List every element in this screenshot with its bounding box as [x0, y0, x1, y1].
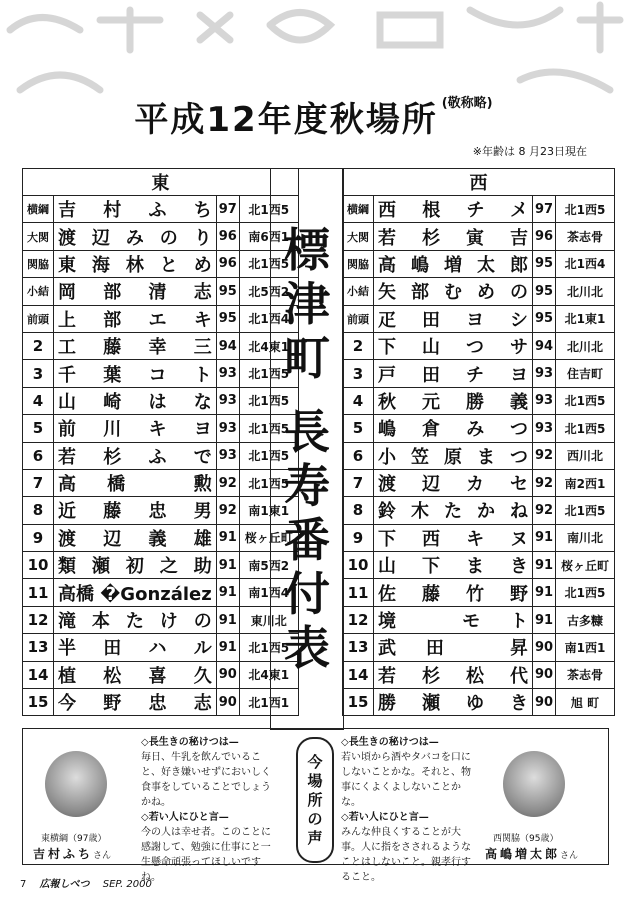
center-title-char: 番: [284, 513, 330, 567]
west-rank-row: [343, 579, 615, 606]
voice-label-char: 場: [307, 771, 323, 790]
east-age-cell: 94: [216, 332, 239, 359]
center-title-char: 町: [284, 331, 330, 385]
page-number: 7: [20, 879, 27, 890]
west-address-cell: 茶志骨: [556, 223, 615, 250]
west-address-cell: 北1西5: [556, 415, 615, 442]
east-rank-cell: 小結: [23, 278, 54, 305]
west-name-cell: 鈴木たかね: [374, 497, 533, 524]
west-rank-row: [343, 360, 615, 387]
west-rank-row: [343, 661, 615, 688]
east-age-cell: 93: [216, 415, 239, 442]
west-rank-row: [343, 497, 615, 524]
east-rank-row: [23, 442, 299, 469]
west-name-cell: 嶋倉みつ: [374, 415, 533, 442]
west-rank-cell: 3: [343, 360, 374, 387]
east-rank-cell: 9: [23, 524, 54, 551]
center-title-char: 表: [284, 621, 330, 675]
east-rank-cell: 5: [23, 415, 54, 442]
west-address-cell: 北川北: [556, 332, 615, 359]
east-rank-cell: 3: [23, 360, 54, 387]
west-address-cell: 桜ヶ丘町: [556, 552, 615, 579]
west-age-cell: 93: [533, 415, 556, 442]
east-age-cell: 92: [216, 497, 239, 524]
west-address-cell: 古多糠: [556, 606, 615, 633]
east-rank-row: [23, 332, 299, 359]
voice-label-char: 声: [307, 828, 323, 847]
east-rank-row: [23, 661, 299, 688]
east-rank-row: [23, 360, 299, 387]
east-rank-cell: 2: [23, 332, 54, 359]
east-age-cell: 91: [216, 579, 239, 606]
left-person-name: [33, 845, 111, 862]
east-rank-cell: 前頭: [23, 305, 54, 332]
west-ranking-table: [342, 168, 615, 716]
right-quote-text-2: みんな仲良くすることが大事。人に指をさされるようなことはしないこと。親孝行すること。: [341, 827, 471, 883]
west-address-cell: 住吉町: [556, 360, 615, 387]
west-name-cell: 秋元勝義: [374, 387, 533, 414]
east-address-cell: 北1西4: [239, 305, 298, 332]
east-rank-cell: 関脇: [23, 250, 54, 277]
west-name-cell: 山下まき: [374, 552, 533, 579]
east-rank-row: [23, 689, 299, 716]
left-quote-heading-1: ◇長生きの秘けつは—: [141, 737, 239, 748]
page-footer: [20, 875, 152, 890]
center-title-banzuke: [284, 405, 330, 675]
east-address-cell: 北1西5: [239, 196, 298, 223]
west-rank-row: [343, 332, 615, 359]
east-rank-cell: 11: [23, 579, 54, 606]
west-address-cell: 南2西1: [556, 469, 615, 496]
center-title-band: [270, 168, 344, 730]
west-age-cell: 92: [533, 442, 556, 469]
east-rank-cell: 6: [23, 442, 54, 469]
east-address-cell: 南1東1: [239, 497, 298, 524]
east-rank-row: [23, 524, 299, 551]
east-name-cell: 岡部清志: [54, 278, 217, 305]
west-name-cell: 小笠原まつ: [374, 442, 533, 469]
west-rank-row: [343, 223, 615, 250]
west-address-cell: 北1西5: [556, 196, 615, 223]
west-age-cell: 93: [533, 360, 556, 387]
west-age-cell: 97: [533, 196, 556, 223]
west-name-cell: 若杉松代: [374, 661, 533, 688]
west-name-cell: 西根チメ: [374, 196, 533, 223]
east-name-cell: 類瀬初之助: [54, 552, 217, 579]
left-quote-text-2: 今の人は幸せ者。このことに感謝して、勉強に仕事にと一生懸命頑張ってほしいですね。: [141, 827, 271, 883]
east-address-cell: 北4東1: [239, 332, 298, 359]
east-name-cell: 高橋 �González: [54, 579, 217, 606]
east-address-cell: 北1西5: [239, 442, 298, 469]
west-name-cell: 武田 昇: [374, 634, 533, 661]
west-age-cell: 90: [533, 634, 556, 661]
west-age-cell: 90: [533, 689, 556, 716]
voices-section: [22, 728, 609, 883]
east-rank-cell: 7: [23, 469, 54, 496]
west-name-cell: 疋田ヨシ: [374, 305, 533, 332]
west-address-cell: 北1西4: [556, 250, 615, 277]
west-name-cell: 佐藤竹野: [374, 579, 533, 606]
west-rank-row: [343, 387, 615, 414]
east-rank-row: [23, 415, 299, 442]
east-name-cell: 山崎はな: [54, 387, 217, 414]
voice-label-char: 今: [307, 752, 323, 771]
west-address-cell: 北川北: [556, 278, 615, 305]
west-rank-row: [343, 196, 615, 223]
east-rank-row: [23, 387, 299, 414]
center-title-char: 長: [284, 405, 330, 459]
west-age-cell: 92: [533, 469, 556, 496]
east-address-cell: 南6西1: [239, 223, 298, 250]
east-name-cell: 吉村ふち: [54, 196, 217, 223]
east-age-cell: 91: [216, 524, 239, 551]
east-header: 東: [23, 169, 299, 196]
west-rank-cell: 10: [343, 552, 374, 579]
west-address-cell: 茶志骨: [556, 661, 615, 688]
page-title: [0, 92, 627, 141]
issue-date: SEP. 2000: [102, 879, 152, 890]
east-address-cell: 北1西5: [239, 360, 298, 387]
west-rank-row: [343, 606, 615, 633]
west-age-cell: 90: [533, 661, 556, 688]
right-person-name: [485, 845, 578, 862]
east-yokozuna-photo: [45, 751, 107, 817]
east-address-cell: 北1西5: [239, 415, 298, 442]
east-name-cell: 半田ハル: [54, 634, 217, 661]
center-title-char: 標: [284, 223, 330, 277]
west-rank-cell: 8: [343, 497, 374, 524]
west-rank-cell: 2: [343, 332, 374, 359]
west-rank-row: [343, 689, 615, 716]
west-age-cell: 91: [533, 606, 556, 633]
center-title-town: [284, 223, 330, 385]
east-name-cell: 上部エキ: [54, 305, 217, 332]
east-name-cell: 渡辺みのり: [54, 223, 217, 250]
east-rank-row: [23, 250, 299, 277]
east-address-cell: 北4東1: [239, 661, 298, 688]
east-age-cell: 92: [216, 469, 239, 496]
west-age-cell: 92: [533, 497, 556, 524]
west-rank-row: [343, 442, 615, 469]
east-address-cell: 北1西1: [239, 689, 298, 716]
east-rank-cell: 14: [23, 661, 54, 688]
west-rank-row: [343, 415, 615, 442]
left-person-honorific: さん: [93, 851, 112, 861]
east-age-cell: 96: [216, 250, 239, 277]
west-rank-cell: 7: [343, 469, 374, 496]
title-text: 平成12年度秋場所: [134, 100, 438, 140]
west-rank-cell: 12: [343, 606, 374, 633]
west-rank-cell: 13: [343, 634, 374, 661]
east-name-cell: 千葉コト: [54, 360, 217, 387]
west-age-cell: 93: [533, 387, 556, 414]
west-name-cell: 下西キヌ: [374, 524, 533, 551]
west-rank-cell: 11: [343, 579, 374, 606]
west-address-cell: 北1東1: [556, 305, 615, 332]
left-quote: [141, 735, 279, 885]
east-age-cell: 97: [216, 196, 239, 223]
west-name-cell: 境 モト: [374, 606, 533, 633]
west-age-cell: 91: [533, 524, 556, 551]
west-name-cell: 渡辺カセ: [374, 469, 533, 496]
west-name-cell: 戸田チヨ: [374, 360, 533, 387]
west-age-cell: 91: [533, 552, 556, 579]
east-age-cell: 96: [216, 223, 239, 250]
east-address-cell: 東川北: [239, 606, 298, 633]
west-name-cell: 下山つサ: [374, 332, 533, 359]
west-rank-cell: 関脇: [343, 250, 374, 277]
east-age-cell: 93: [216, 442, 239, 469]
west-address-cell: 旭 町: [556, 689, 615, 716]
east-age-cell: 91: [216, 606, 239, 633]
west-address-cell: 北1西5: [556, 387, 615, 414]
west-age-cell: 91: [533, 579, 556, 606]
east-name-cell: 植松喜久: [54, 661, 217, 688]
west-age-cell: 95: [533, 250, 556, 277]
west-rank-cell: 横綱: [343, 196, 374, 223]
east-rank-cell: 10: [23, 552, 54, 579]
east-address-cell: 北1西5: [239, 250, 298, 277]
east-rank-row: [23, 497, 299, 524]
center-title-char: 津: [284, 277, 330, 331]
west-address-cell: 西川北: [556, 442, 615, 469]
east-address-cell: 桜ヶ丘町: [239, 524, 298, 551]
east-rank-row: [23, 606, 299, 633]
center-title-char: 寿: [284, 459, 330, 513]
west-rank-row: [343, 552, 615, 579]
east-address-cell: 南1西4: [239, 579, 298, 606]
east-name-cell: 今野忠志: [54, 689, 217, 716]
west-rank-cell: 9: [343, 524, 374, 551]
east-address-cell: 南5西2: [239, 552, 298, 579]
east-age-cell: 90: [216, 689, 239, 716]
west-rank-cell: 15: [343, 689, 374, 716]
west-rank-cell: 4: [343, 387, 374, 414]
left-quote-text-1: 毎日、牛乳を飲んでいること、好き嫌いせずにおいしく食事をしていることでしょうかね。: [141, 752, 271, 808]
east-name-cell: 工藤幸三: [54, 332, 217, 359]
west-address-cell: 南川北: [556, 524, 615, 551]
east-rank-cell: 8: [23, 497, 54, 524]
right-person-title: 西関脇（95歳）: [493, 834, 559, 844]
west-address-cell: 北1西5: [556, 579, 615, 606]
west-age-cell: 94: [533, 332, 556, 359]
west-name-cell: 矢部むめの: [374, 278, 533, 305]
west-rank-cell: 14: [343, 661, 374, 688]
east-name-cell: 近藤忠男: [54, 497, 217, 524]
east-rank-row: [23, 278, 299, 305]
west-rank-cell: 5: [343, 415, 374, 442]
east-rank-row: [23, 223, 299, 250]
west-rank-cell: 前頭: [343, 305, 374, 332]
east-name-cell: 前川キヨ: [54, 415, 217, 442]
east-ranking-table: [22, 168, 299, 716]
east-age-cell: 95: [216, 278, 239, 305]
west-address-cell: 北1西5: [556, 497, 615, 524]
west-rank-cell: 6: [343, 442, 374, 469]
west-rank-row: [343, 305, 615, 332]
voice-label: [296, 737, 334, 863]
west-rank-row: [343, 250, 615, 277]
title-note: (敬称略): [441, 96, 493, 111]
west-age-cell: 96: [533, 223, 556, 250]
west-header: 西: [343, 169, 615, 196]
left-person-name-text: 吉村ふち: [33, 847, 94, 861]
left-quote-heading-2: ◇若い人にひと言—: [141, 812, 229, 823]
right-person-name-text: 高嶋増太郎: [485, 847, 561, 861]
east-age-cell: 91: [216, 634, 239, 661]
east-rank-cell: 大関: [23, 223, 54, 250]
right-quote: [341, 735, 479, 885]
west-age-cell: 95: [533, 305, 556, 332]
voice-label-char: 所: [307, 790, 323, 809]
east-rank-cell: 横綱: [23, 196, 54, 223]
voice-label-char: の: [307, 809, 323, 828]
east-name-cell: 若杉ふで: [54, 442, 217, 469]
west-sekiwake-photo: [503, 751, 565, 817]
west-rank-row: [343, 469, 615, 496]
west-rank-row: [343, 634, 615, 661]
east-name-cell: 渡辺義雄: [54, 524, 217, 551]
west-rank-row: [343, 524, 615, 551]
east-rank-row: [23, 305, 299, 332]
west-name-cell: 勝瀬ゆき: [374, 689, 533, 716]
east-age-cell: 95: [216, 305, 239, 332]
east-name-cell: 東海林とめ: [54, 250, 217, 277]
east-rank-cell: 15: [23, 689, 54, 716]
west-rank-cell: 小結: [343, 278, 374, 305]
right-person-honorific: さん: [560, 851, 579, 861]
west-name-cell: 高嶋増太郎: [374, 250, 533, 277]
right-quote-text-1: 若い頃から酒やタバコを口にしないことかな。それと、物事にくよくよしないことかな。: [341, 752, 471, 808]
east-rank-cell: 13: [23, 634, 54, 661]
west-name-cell: 若杉寅吉: [374, 223, 533, 250]
east-age-cell: 90: [216, 661, 239, 688]
east-rank-row: [23, 196, 299, 223]
east-age-cell: 93: [216, 360, 239, 387]
east-name-cell: 高橋 勲: [54, 469, 217, 496]
east-age-cell: 91: [216, 552, 239, 579]
east-address-cell: 北1西5: [239, 634, 298, 661]
west-address-cell: 南1西1: [556, 634, 615, 661]
west-ranking-rows: [343, 196, 615, 716]
right-quote-heading-1: ◇長生きの秘けつは—: [341, 737, 439, 748]
east-address-cell: 北5西2: [239, 278, 298, 305]
east-rank-cell: 4: [23, 387, 54, 414]
west-rank-cell: 大関: [343, 223, 374, 250]
magazine-name: 広報しべつ: [39, 879, 90, 890]
east-age-cell: 93: [216, 387, 239, 414]
east-rank-row: [23, 634, 299, 661]
left-person-title: 東横綱（97歳）: [41, 834, 107, 844]
east-rank-row: [23, 552, 299, 579]
right-quote-heading-2: ◇若い人にひと言—: [341, 812, 429, 823]
east-address-cell: 北1西5: [239, 469, 298, 496]
east-address-cell: 北1西5: [239, 387, 298, 414]
age-as-of-note: ※年齢は 8 月23日現在: [472, 145, 587, 158]
west-age-cell: 95: [533, 278, 556, 305]
east-rank-cell: 12: [23, 606, 54, 633]
east-rank-row: [23, 469, 299, 496]
east-rank-row: [23, 579, 299, 606]
east-name-cell: 滝本たけの: [54, 606, 217, 633]
east-ranking-rows: [23, 196, 299, 716]
center-title-char: 付: [284, 567, 330, 621]
west-rank-row: [343, 278, 615, 305]
